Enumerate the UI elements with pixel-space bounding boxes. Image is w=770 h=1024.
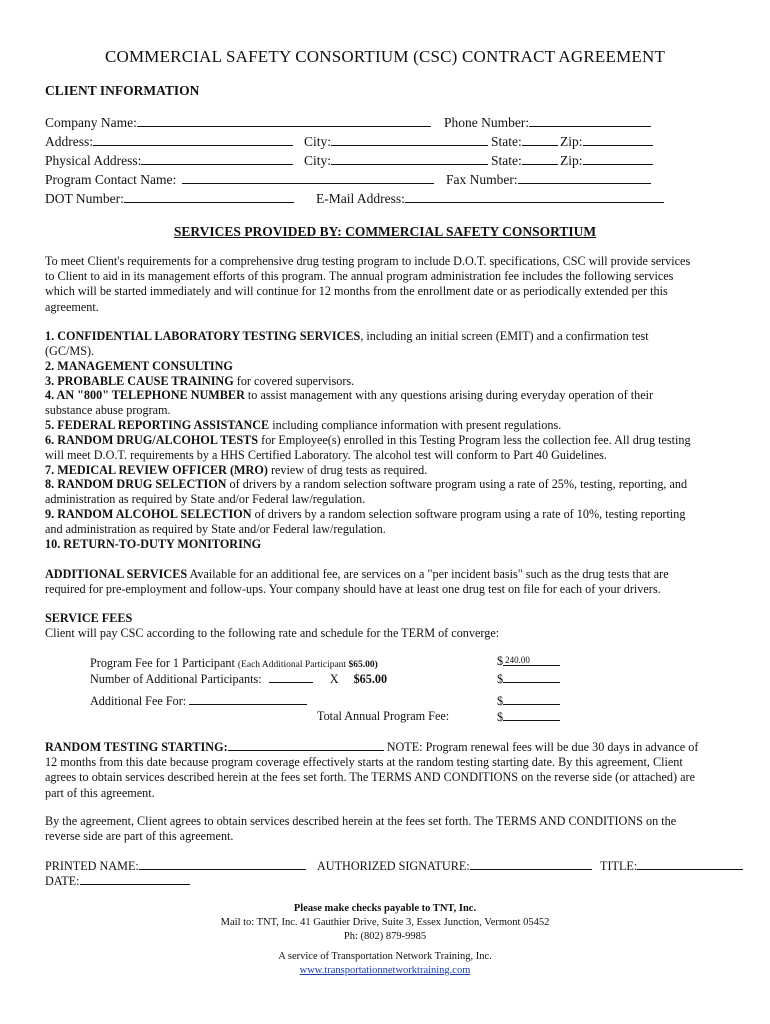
service-item: 8. RANDOM DRUG SELECTION of drivers by a random selection software program using a rate of 25%, testing, reporting, and <box>45 477 688 492</box>
mail-address: Mail to: TNT, Inc. 41 Gauthier Drive, Suite 3, Essex Junction, Vermont 05452 <box>220 917 550 928</box>
additional-participants-row: Number of Additional Participants: X $65.00 <box>90 672 388 686</box>
service-item: 10. RETURN-TO-DUTY MONITORING <box>45 536 262 551</box>
additional-participants-amount: $ <box>497 671 560 687</box>
service-item: 9. RANDOM ALCOHOL SELECTION of drivers by a random selection software program using a rate of 10%, testing reporting <box>45 507 686 522</box>
service-item: 2. MANAGEMENT CONSULTING <box>45 358 233 373</box>
service-item: and administration as required by State and/or Federal law/regulation. <box>45 521 386 536</box>
email-label: E-Mail Address: <box>316 191 405 206</box>
city-field[interactable] <box>331 134 488 146</box>
total-fee-label: Total Annual Program Fee: <box>317 709 450 723</box>
per-participant-fee: $65.00 <box>353 672 388 686</box>
printed-name-field[interactable] <box>139 858 306 870</box>
company-name-label: Company Name: <box>45 115 137 130</box>
state-row-2 <box>491 153 558 169</box>
services-heading: SERVICES PROVIDED BY: COMMERCIAL SAFETY CONSORTIUM <box>173 224 597 239</box>
title-field[interactable] <box>637 858 743 870</box>
service-item: 6. RANDOM DRUG/ALCOHOL TESTS for Employee(s) enrolled in this Testing Program less the collection fee. All drug testing <box>45 432 691 447</box>
agreement-paragraph: By the agreement, Client agrees to obtain services described herein at the fees set forth. The TERMS AND CONDITIONS on the reverse side are part of this agreement. <box>45 814 677 844</box>
city-row-2 <box>304 153 488 169</box>
program-contact-field[interactable] <box>182 172 434 184</box>
fax-number-field[interactable] <box>518 172 651 184</box>
phone-number: Ph: (802) 879-9985 <box>343 931 427 942</box>
services-intro <box>45 254 730 315</box>
address-label: Address: <box>45 134 93 149</box>
state-label: State: <box>491 153 522 168</box>
date-row <box>45 873 190 889</box>
printed-name-row <box>45 858 306 874</box>
program-contact-label: Program Contact Name: <box>45 172 177 187</box>
service-item: 1. CONFIDENTIAL LABORATORY TESTING SERVICES, including an initial screen (EMIT) and a confirmation test <box>45 329 649 343</box>
zip-row-1 <box>560 134 653 150</box>
program-contact-row <box>45 172 434 188</box>
service-of: A service of Transportation Network Training, Inc. <box>278 951 492 962</box>
total-fee-field[interactable] <box>503 709 560 721</box>
printed-name-label: PRINTED NAME: <box>45 859 139 873</box>
service-item: 7. MEDICAL REVIEW OFFICER (MRO) review of drug tests as required. <box>45 462 428 477</box>
program-fee-note: (Each Additional Participant $65.00) <box>237 660 378 670</box>
client-information-heading: CLIENT INFORMATION <box>45 83 200 98</box>
city-row-1 <box>304 134 488 150</box>
dot-number-label: DOT Number: <box>45 191 124 206</box>
zip-row-2 <box>560 153 653 169</box>
additional-fee-row <box>90 693 307 709</box>
intro-line: which will be started immediately and will continue for 12 months from the enrollment date or as periodically extended per this <box>45 284 668 299</box>
program-fee-label: Program Fee for 1 Participant <box>90 656 235 670</box>
service-item: (GC/MS). <box>45 343 95 358</box>
website-link[interactable]: www.transportationnetworktraining.com <box>299 965 471 976</box>
intro-line: to Client to aid in its management efforts of this program. The annual program administration fee includes the following services <box>45 269 674 284</box>
physical-address-row <box>45 153 293 169</box>
date-field[interactable] <box>80 873 190 885</box>
additional-fee-amount: $ <box>497 693 560 709</box>
intro-line: To meet Client's requirements for a comprehensive drug testing program to include D.O.T. specifications, CSC will provide services <box>45 254 691 268</box>
physical-address-label: Physical Address: <box>45 153 142 168</box>
service-item: will meet D.O.T. requirements by a HHS Certified Laboratory. The alcohol test will conform to Part 40 Guidelines. <box>45 447 607 462</box>
state-label: State: <box>491 134 522 149</box>
company-name-row <box>45 115 431 131</box>
service-fees <box>45 611 730 641</box>
phone-number-label: Phone Number: <box>444 115 530 130</box>
zip-label: Zip: <box>560 134 583 149</box>
service-fees-intro: Client will pay CSC according to the following rate and schedule for the TERM of converge: <box>45 626 500 641</box>
authorized-signature-label: AUTHORIZED SIGNATURE: <box>317 859 470 873</box>
authorized-signature-field[interactable] <box>470 858 592 870</box>
random-testing-date-field[interactable] <box>228 739 384 751</box>
physical-state-field[interactable] <box>522 153 558 165</box>
additional-participants-total-field[interactable] <box>503 671 560 683</box>
random-testing-label: RANDOM TESTING STARTING: <box>45 740 228 754</box>
intro-line: agreement. <box>45 299 99 314</box>
additional-participants-field[interactable] <box>269 671 313 683</box>
random-testing: RANDOM TESTING STARTING: NOTE: Program renewal fees will be due 30 days in advance of 12 months from this date because program coverage effectively starts at the random testing starting date. By this agreement, Client agrees to obtain services described herein at the fees set forth. The TERMS AND CONDITIONS on the reverse side (or attached) are part of this agreement. <box>45 740 699 800</box>
state-row-1 <box>491 134 558 150</box>
page-title: COMMERCIAL SAFETY CONSORTIUM (CSC) CONTRACT AGREEMENT <box>104 47 666 66</box>
phone-number-field[interactable] <box>529 115 651 127</box>
title-row <box>600 858 743 874</box>
program-fee-value[interactable]: 240.00 <box>503 655 560 666</box>
email-field[interactable] <box>405 191 664 203</box>
address-row <box>45 134 293 150</box>
additional-fee-field[interactable] <box>189 693 307 705</box>
company-name-field[interactable] <box>137 115 431 127</box>
additional-services: ADDITIONAL SERVICES Available for an additional fee, are services on a "per incident basis" such as the drug tests that are required for pre-employment and follow-ups. Your company should have at least one drug test on file for each of your drivers. <box>45 567 669 597</box>
additional-services-heading: ADDITIONAL SERVICES <box>45 567 188 581</box>
service-item: 5. FEDERAL REPORTING ASSISTANCE including compliance information with present regulations. <box>45 418 562 433</box>
authorized-signature-row <box>317 858 592 874</box>
email-row <box>316 191 664 207</box>
service-item: substance abuse program. <box>45 403 171 418</box>
service-item: 4. AN "800" TELEPHONE NUMBER to assist management with any questions arising during everyday operation of their <box>45 388 654 403</box>
program-fee-amount: $ 240.00 <box>497 654 560 669</box>
service-fees-heading: SERVICE FEES <box>45 611 133 625</box>
total-fee-amount: $ <box>497 709 560 725</box>
physical-address-field[interactable] <box>141 153 293 165</box>
fax-number-row <box>446 172 651 188</box>
physical-city-field[interactable] <box>331 153 488 165</box>
service-item: administration as required by State and/or Federal law/regulation. <box>45 492 366 507</box>
additional-participants-label: Number of Additional Participants: <box>90 672 262 686</box>
date-label: DATE: <box>45 874 80 888</box>
zip-label: Zip: <box>560 153 583 168</box>
website-row <box>0 965 770 976</box>
city-label: City: <box>304 134 332 149</box>
phone-number-row <box>444 115 651 131</box>
physical-zip-field[interactable] <box>583 153 653 165</box>
state-field[interactable] <box>522 134 558 146</box>
city-label: City: <box>304 153 332 168</box>
zip-field[interactable] <box>583 134 653 146</box>
dot-number-row <box>45 191 294 207</box>
fax-number-label: Fax Number: <box>446 172 518 187</box>
additional-fee-amount-field[interactable] <box>503 693 560 705</box>
title-label: TITLE: <box>600 859 638 873</box>
services-list <box>45 329 730 552</box>
checks-payable: Please make checks payable to TNT, Inc. <box>293 903 477 914</box>
service-item: 3. PROBABLE CAUSE TRAINING for covered supervisors. <box>45 373 355 388</box>
additional-fee-label: Additional Fee For: <box>90 694 187 708</box>
dot-number-field[interactable] <box>124 191 294 203</box>
address-field[interactable] <box>93 134 293 146</box>
